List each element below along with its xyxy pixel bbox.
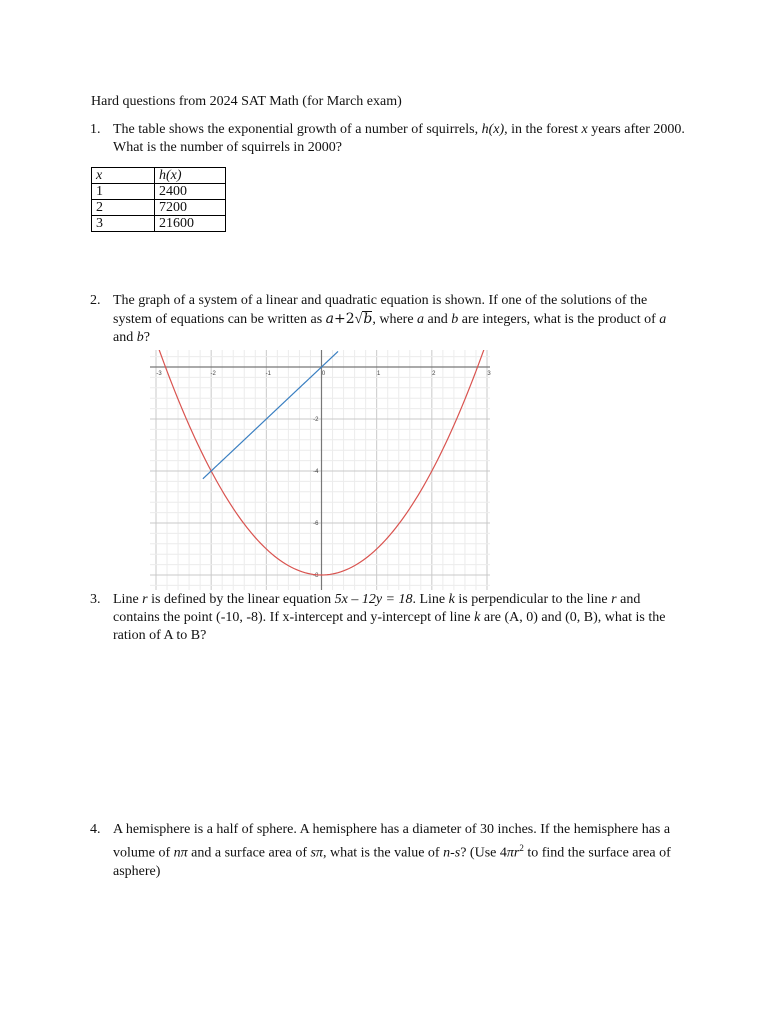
q4-line1: A hemisphere is a half of sphere. A hemisphere has a diameter of 30 inches. If the hemisphere has a xyxy=(113,822,671,837)
y-tick-label: -4 xyxy=(313,469,319,475)
y-tick-label: -8 xyxy=(313,573,319,579)
q3-line3: ration of A to B? xyxy=(113,628,207,643)
question-2-number: 2. xyxy=(90,293,101,308)
table-cell: 3 xyxy=(92,216,155,232)
q4-line3: asphere) xyxy=(113,863,161,879)
q2-var-a2: a xyxy=(659,312,667,327)
q3-line2: contains the point (-10, -8). If x-intercept and y-intercept of line xyxy=(113,610,471,625)
squirrel-table xyxy=(91,167,226,232)
q2-line1: The graph of a system of a linear and quadratic equation is shown. If one of the solutions of the xyxy=(113,293,648,308)
question-1-text xyxy=(113,121,713,157)
question-4-number: 4. xyxy=(90,822,101,837)
grid xyxy=(150,350,490,590)
q1-text-c: years after 2000. xyxy=(591,122,685,137)
q2-line2-d: are integers, what is the product of xyxy=(461,312,656,327)
table-cell: 2 xyxy=(92,200,155,216)
q3-l1-d: is perpendicular to the line xyxy=(458,592,608,607)
sqrt-icon: √ xyxy=(354,312,363,327)
q4-s-pi: sπ xyxy=(310,845,323,861)
q3-var-r2: r xyxy=(611,592,617,607)
page-title: Hard questions from 2024 SAT Math (for March exam) xyxy=(91,94,402,109)
q2-line3-b: ? xyxy=(143,330,150,345)
q3-var-k2: k xyxy=(474,610,481,625)
table-cell: 7200 xyxy=(155,200,226,216)
q1-text-a: The table shows the exponential growth of a number of squirrels, xyxy=(113,122,479,137)
q3-var-r: r xyxy=(142,592,148,607)
q4-l2-a: volume of xyxy=(113,845,171,861)
x-tick-label: -2 xyxy=(210,371,216,377)
x-tick-label: -3 xyxy=(156,371,162,377)
q2-expr-a: a xyxy=(325,311,335,327)
x-tick-label: 3 xyxy=(487,371,491,377)
question-1-number: 1. xyxy=(90,122,101,137)
q4-l2-b: and a surface area of xyxy=(191,845,307,861)
question-3-text xyxy=(113,591,713,645)
q4-superscript: 2 xyxy=(519,843,524,853)
y-tick-label: -6 xyxy=(313,521,319,527)
y-tick-label: -2 xyxy=(313,417,319,423)
q2-expr-plus: +2 xyxy=(334,311,355,327)
q4-n-pi: nπ xyxy=(173,845,188,861)
q2-var-b2: b xyxy=(136,330,144,345)
q3-l1-e: and xyxy=(620,592,641,607)
table-header-x: x xyxy=(92,168,155,184)
question-3-number: 3. xyxy=(90,592,101,607)
q2-var-b: b xyxy=(451,312,459,327)
q3-line2-b: are (A, 0) and (0, B), what is the xyxy=(483,610,666,625)
table-header-row xyxy=(92,168,226,184)
q2-var-a: a xyxy=(417,312,425,327)
q3-l1-c: . Line xyxy=(412,592,446,607)
table-row xyxy=(92,216,226,232)
table-cell: 2400 xyxy=(155,184,226,200)
q4-l2-d: ? (Use 4 xyxy=(460,845,507,861)
question-2-text xyxy=(113,292,713,347)
table-header-hx: h(x) xyxy=(155,168,226,184)
q1-text-b: , in the forest xyxy=(504,122,578,137)
x-tick-label: -1 xyxy=(265,371,272,377)
q2-expr-b: b xyxy=(363,311,373,327)
q3-l1-b: is defined by the linear equation xyxy=(151,592,332,607)
x-tick-label: 0 xyxy=(321,371,326,377)
q4-pi-r: πr xyxy=(506,845,520,861)
q4-n-minus-s: n-s xyxy=(443,845,461,861)
q3-l1-a: Line xyxy=(113,592,139,607)
q1-line2: What is the number of squirrels in 2000? xyxy=(113,140,343,155)
question-4-text xyxy=(113,821,713,881)
q3-var-k: k xyxy=(448,592,455,607)
table-cell: 1 xyxy=(92,184,155,200)
q4-l2-e: to find the surface area of xyxy=(527,845,671,861)
table-cell: 21600 xyxy=(155,216,226,232)
q2-line2-c: and xyxy=(427,312,448,327)
q1-var-x: x xyxy=(581,122,588,137)
q2-line3-a: and xyxy=(113,330,134,345)
q4-l2-c: , what is the value of xyxy=(322,845,440,861)
x-tick-label: 1 xyxy=(376,371,381,377)
q3-equation: 5x – 12y = 18 xyxy=(334,592,413,607)
x-tick-label: 2 xyxy=(432,371,436,377)
system-graph xyxy=(150,350,490,590)
table-row xyxy=(92,184,226,200)
table-row xyxy=(92,200,226,216)
q2-line2-a: system of equations can be written as xyxy=(113,312,323,327)
q1-fx: h(x) xyxy=(481,122,505,137)
q2-line2-b: , where xyxy=(372,312,414,327)
